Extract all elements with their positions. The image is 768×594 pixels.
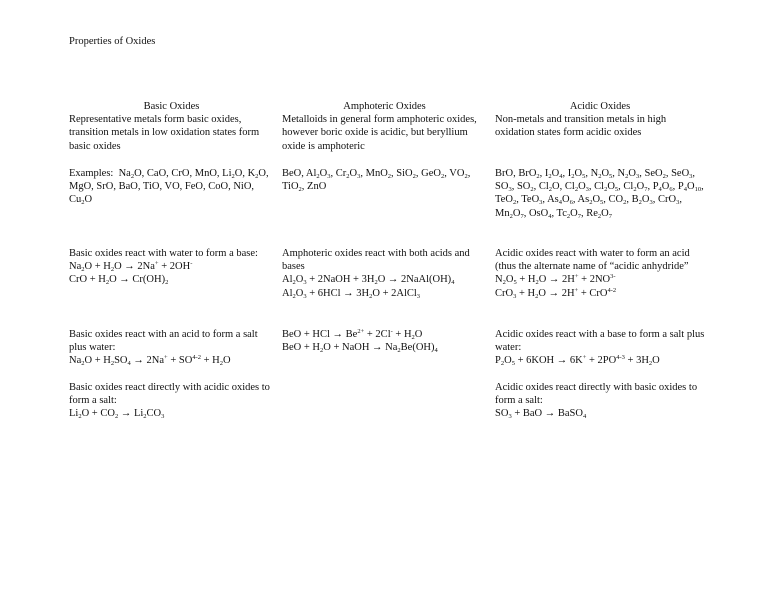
acidic-oxides-description: Non-metals and transition metals in high oxidation states form acidic oxides	[495, 114, 667, 139]
equation-line: $N_2O_5 + H_2O \to 2H^+ + 2NO^{3-}$	[495, 273, 616, 287]
amphoteric-reaction-text: Amphoteric oxides react with both acids and bases	[282, 248, 470, 273]
basic-direct-reaction-text: Basic oxides react directly with acidic oxides to form a salt:	[69, 382, 270, 407]
equation-line: $P_2O_5 + 6KOH \to 6K^+ + 2PO^{4-3} + 3H_2O$	[495, 354, 660, 368]
basic-direct-equations	[69, 407, 274, 420]
amphoteric-oxides-description: Metalloids in general form amphoteric oxides, however boric oxide is acidic, but beryllium oxide is amphoteric	[282, 114, 477, 152]
equation-line: $Al_2O_3$ + 2NaOH + $3H_2O$ → $2NaAl(OH)_4$	[282, 274, 455, 287]
basic-acid-equations	[69, 354, 274, 367]
acidic-base-reaction-text: Acidic oxides react with a base to form a salt plus water:	[495, 329, 705, 354]
equation-line: CrO + $H_2O \to Cr(OH)_2$	[69, 274, 169, 287]
equation-line: $SO_3$ + BaO → BaSO$_4$	[495, 408, 587, 421]
amphoteric-reaction-equations	[282, 273, 487, 299]
basic-oxides-examples: Examples: $Na_2O$, CaO, CrO, MnO, $Li_2O$, $K_2O$, MgO, SrO, BaO, TiO, VO, FeO, CoO, NiO, $Cu_2O$	[69, 168, 269, 207]
equation-line: BeO + HCl → $Be^{2+} + 2Cl^- + H_2O$	[282, 328, 423, 341]
acidic-oxides-header: Acidic Oxides	[569, 101, 631, 112]
equation-line: BeO + $H_2O$ + NaOH → $Na_2Be(OH)_4$	[282, 342, 438, 355]
amphoteric-oxides-header: Amphoteric Oxides	[343, 101, 426, 112]
equation-line: $Li_2O + CO_2 \to Li_2CO_3$	[69, 408, 165, 421]
basic-water-reaction-text: Basic oxides react with water to form a base:	[69, 248, 258, 259]
basic-water-equations	[69, 260, 274, 286]
equation-line: $Na_2O + H_2O \to 2Na^+ + 2OH^-$	[69, 260, 193, 274]
basic-oxides-description: Representative metals form basic oxides, transition metals in low oxidation states form basic oxides	[69, 114, 260, 152]
beryllium-oxide-equations	[282, 328, 487, 354]
acidic-water-reaction-text: Acidic oxides react with water to form an acid (thus the alternate name of “acidic anhydride”	[495, 248, 690, 273]
amphoteric-oxides-examples: BeO, $Al_2O_3$, $Cr_2O_3$, MnO$_2$, SiO$_2$, GeO$_2$, $VO_2$, TiO$_2$, ZnO	[282, 168, 471, 194]
acidic-direct-reaction-text: Acidic oxides react directly with basic oxides to form a salt:	[495, 382, 698, 407]
acidic-direct-equations	[495, 407, 705, 420]
basic-acid-reaction-text: Basic oxides react with an acid to form a salt plus water:	[69, 329, 258, 354]
equation-line: $Al_2O_3 + 6HCl \to 3H_2O$ + 2AlCl$_3$	[282, 287, 421, 300]
acidic-oxides-examples: BrO, BrO$_2$, $I_2O_4$, $I_2O_5$, $N_2O_5$, $N_2O_3$, SeO$_2$, SeO$_3$, $SO_3$, $SO_2$, $Cl_2O$, $Cl_2O_3$, $Cl_2O_5$, $Cl_2O_7$, $P_4O_6$, $P_4O_{10}$, TeO$_2$, TeO$_3$, $As_4O_6$, $As_2O_5$, $CO_2$, $B_2O_3$, CrO$_3$, $Mn_2O_7$, OsO$_4$, $Tc_2O_7$, $Re_2O_7$	[495, 168, 704, 220]
acidic-water-equations	[495, 273, 705, 299]
basic-oxides-header: Basic Oxides	[143, 101, 200, 112]
acidic-base-equations	[495, 354, 705, 367]
equation-line: $Na_2O + H_2SO_4 \to 2Na^+ + SO^{4-2} + H_2O$	[69, 354, 231, 368]
equation-line: $CrO_3 + H_2O \to 2H^+ + CrO^{4-2}$	[495, 286, 617, 300]
page-title: Properties of Oxides	[69, 36, 156, 47]
